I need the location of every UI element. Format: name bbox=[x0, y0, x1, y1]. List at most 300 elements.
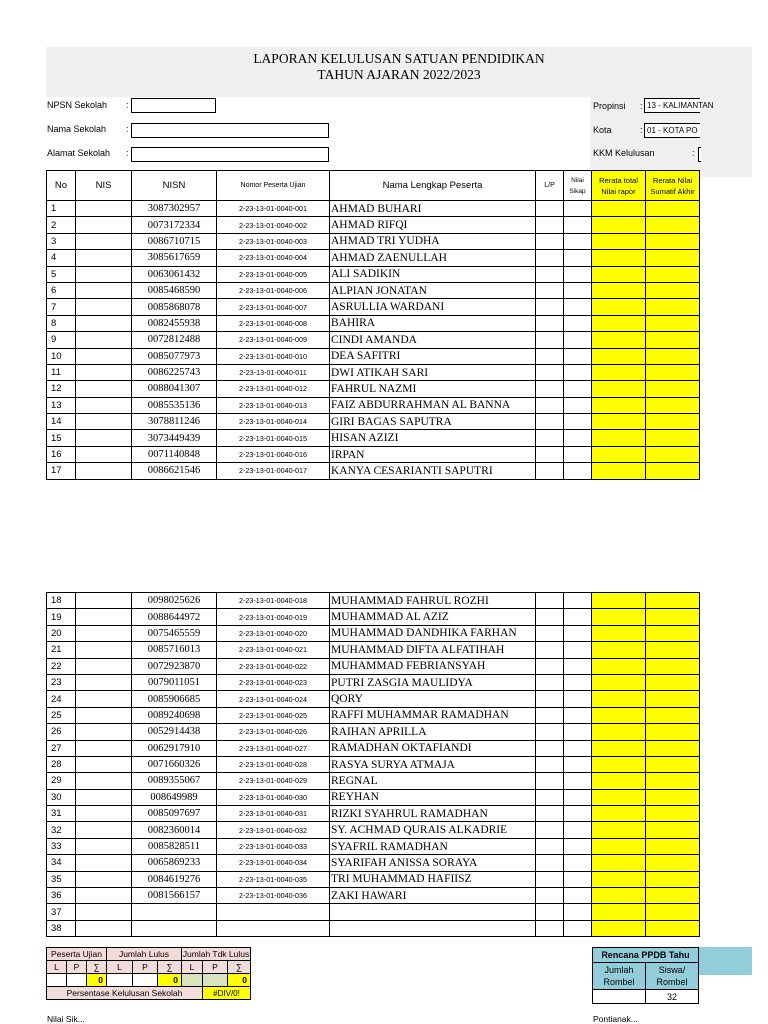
row-gender[interactable] bbox=[536, 658, 564, 674]
row-sumatif-average[interactable] bbox=[646, 642, 700, 658]
row-sikap[interactable] bbox=[564, 904, 592, 920]
row-name[interactable]: CINDI AMANDA bbox=[330, 332, 536, 348]
npsn-field[interactable] bbox=[131, 98, 216, 113]
row-name[interactable]: MUHAMMAD DANDHIKA FARHAN bbox=[330, 625, 536, 641]
row-sumatif-average[interactable] bbox=[646, 348, 700, 364]
row-name[interactable]: AHMAD BUHARI bbox=[330, 201, 536, 217]
row-name[interactable]: REGNAL bbox=[330, 773, 536, 789]
row-nisn[interactable] bbox=[132, 904, 217, 920]
row-name[interactable]: KANYA CESARIANTI SAPUTRI bbox=[330, 463, 536, 479]
row-gender[interactable] bbox=[536, 822, 564, 838]
row-nis[interactable] bbox=[76, 773, 132, 789]
row-exam-number[interactable]: 2-23-13-01-0040-020 bbox=[217, 625, 330, 641]
row-nisn[interactable]: 0088041307 bbox=[132, 381, 217, 397]
row-nisn[interactable]: 0089240698 bbox=[132, 707, 217, 723]
row-number[interactable]: 27 bbox=[47, 740, 76, 756]
row-number[interactable]: 2 bbox=[47, 217, 76, 233]
row-exam-number[interactable]: 2-23-13-01-0040-033 bbox=[217, 838, 330, 854]
row-nisn[interactable]: 0082360014 bbox=[132, 822, 217, 838]
row-nisn[interactable]: 0085097697 bbox=[132, 806, 217, 822]
row-number[interactable]: 30 bbox=[47, 789, 76, 805]
row-sumatif-average[interactable] bbox=[646, 299, 700, 315]
row-number[interactable]: 10 bbox=[47, 348, 76, 364]
row-sikap[interactable] bbox=[564, 806, 592, 822]
row-gender[interactable] bbox=[536, 217, 564, 233]
row-rapor-average[interactable] bbox=[592, 414, 646, 430]
row-number[interactable]: 7 bbox=[47, 299, 76, 315]
row-gender[interactable] bbox=[536, 609, 564, 625]
row-nis[interactable] bbox=[76, 381, 132, 397]
row-exam-number[interactable]: 2-23-13-01-0040-017 bbox=[217, 463, 330, 479]
row-nis[interactable] bbox=[76, 364, 132, 380]
row-gender[interactable] bbox=[536, 201, 564, 217]
row-nis[interactable] bbox=[76, 430, 132, 446]
row-gender[interactable] bbox=[536, 348, 564, 364]
row-number[interactable]: 17 bbox=[47, 463, 76, 479]
row-nis[interactable] bbox=[76, 740, 132, 756]
row-gender[interactable] bbox=[536, 756, 564, 772]
row-nis[interactable] bbox=[76, 201, 132, 217]
row-rapor-average[interactable] bbox=[592, 904, 646, 920]
row-sumatif-average[interactable] bbox=[646, 625, 700, 641]
row-exam-number[interactable]: 2-23-13-01-0040-011 bbox=[217, 364, 330, 380]
row-nisn[interactable]: 0086621546 bbox=[132, 463, 217, 479]
row-sumatif-average[interactable] bbox=[646, 691, 700, 707]
row-name[interactable]: PUTRI ZASGIA MAULIDYA bbox=[330, 674, 536, 690]
row-sikap[interactable] bbox=[564, 348, 592, 364]
row-sumatif-average[interactable] bbox=[646, 217, 700, 233]
row-sumatif-average[interactable] bbox=[646, 789, 700, 805]
row-sikap[interactable] bbox=[564, 920, 592, 936]
row-nisn[interactable]: 0088644972 bbox=[132, 609, 217, 625]
row-gender[interactable] bbox=[536, 740, 564, 756]
row-name[interactable]: MUHAMMAD AL AZIZ bbox=[330, 609, 536, 625]
row-sikap[interactable] bbox=[564, 217, 592, 233]
row-exam-number[interactable]: 2-23-13-01-0040-019 bbox=[217, 609, 330, 625]
row-sumatif-average[interactable] bbox=[646, 609, 700, 625]
row-nis[interactable] bbox=[76, 855, 132, 871]
row-name[interactable]: RIZKI SYAHRUL RAMADHAN bbox=[330, 806, 536, 822]
row-sikap[interactable] bbox=[564, 888, 592, 904]
row-sikap[interactable] bbox=[564, 838, 592, 854]
row-gender[interactable] bbox=[536, 463, 564, 479]
row-sikap[interactable] bbox=[564, 299, 592, 315]
row-nis[interactable] bbox=[76, 822, 132, 838]
row-name[interactable]: SY. ACHMAD QURAIS ALKADRIE bbox=[330, 822, 536, 838]
row-rapor-average[interactable] bbox=[592, 201, 646, 217]
row-rapor-average[interactable] bbox=[592, 625, 646, 641]
row-nis[interactable] bbox=[76, 233, 132, 249]
row-exam-number[interactable]: 2-23-13-01-0040-024 bbox=[217, 691, 330, 707]
row-nis[interactable] bbox=[76, 609, 132, 625]
row-name[interactable]: GIRI BAGAS SAPUTRA bbox=[330, 414, 536, 430]
row-sikap[interactable] bbox=[564, 332, 592, 348]
row-exam-number[interactable]: 2-23-13-01-0040-031 bbox=[217, 806, 330, 822]
row-rapor-average[interactable] bbox=[592, 756, 646, 772]
row-name[interactable]: AHMAD TRI YUDHA bbox=[330, 233, 536, 249]
row-gender[interactable] bbox=[536, 414, 564, 430]
row-name[interactable]: BAHIRA bbox=[330, 315, 536, 331]
row-exam-number[interactable]: 2-23-13-01-0040-029 bbox=[217, 773, 330, 789]
row-name[interactable]: RAIHAN APRILLA bbox=[330, 724, 536, 740]
row-gender[interactable] bbox=[536, 282, 564, 298]
row-nisn[interactable]: 0098025626 bbox=[132, 593, 217, 609]
row-rapor-average[interactable] bbox=[592, 691, 646, 707]
city-field[interactable]: 01 - KOTA PO bbox=[644, 123, 700, 138]
row-rapor-average[interactable] bbox=[592, 381, 646, 397]
row-exam-number[interactable]: 2-23-13-01-0040-036 bbox=[217, 888, 330, 904]
row-sikap[interactable] bbox=[564, 642, 592, 658]
row-exam-number[interactable]: 2-23-13-01-0040-002 bbox=[217, 217, 330, 233]
row-exam-number[interactable]: 2-23-13-01-0040-022 bbox=[217, 658, 330, 674]
row-gender[interactable] bbox=[536, 332, 564, 348]
row-exam-number[interactable]: 2-23-13-01-0040-023 bbox=[217, 674, 330, 690]
row-sumatif-average[interactable] bbox=[646, 593, 700, 609]
row-name[interactable]: MUHAMMAD FEBRIANSYAH bbox=[330, 658, 536, 674]
row-sumatif-average[interactable] bbox=[646, 855, 700, 871]
row-name[interactable]: HISAN AZIZI bbox=[330, 430, 536, 446]
row-nis[interactable] bbox=[76, 593, 132, 609]
row-gender[interactable] bbox=[536, 691, 564, 707]
row-nis[interactable] bbox=[76, 724, 132, 740]
row-nisn[interactable]: 0081566157 bbox=[132, 888, 217, 904]
row-number[interactable]: 9 bbox=[47, 332, 76, 348]
row-name[interactable]: FAHRUL NAZMI bbox=[330, 381, 536, 397]
row-gender[interactable] bbox=[536, 250, 564, 266]
row-exam-number[interactable]: 2-23-13-01-0040-025 bbox=[217, 707, 330, 723]
row-gender[interactable] bbox=[536, 773, 564, 789]
row-rapor-average[interactable] bbox=[592, 773, 646, 789]
row-rapor-average[interactable] bbox=[592, 299, 646, 315]
row-gender[interactable] bbox=[536, 593, 564, 609]
row-sikap[interactable] bbox=[564, 740, 592, 756]
row-sumatif-average[interactable] bbox=[646, 446, 700, 462]
row-sumatif-average[interactable] bbox=[646, 773, 700, 789]
row-rapor-average[interactable] bbox=[592, 822, 646, 838]
row-nisn[interactable] bbox=[132, 920, 217, 936]
row-number[interactable]: 26 bbox=[47, 724, 76, 740]
row-nisn[interactable]: 0082455938 bbox=[132, 315, 217, 331]
row-nis[interactable] bbox=[76, 691, 132, 707]
row-sikap[interactable] bbox=[564, 364, 592, 380]
row-nisn[interactable]: 0075465559 bbox=[132, 625, 217, 641]
row-nis[interactable] bbox=[76, 658, 132, 674]
row-sikap[interactable] bbox=[564, 250, 592, 266]
row-name[interactable]: ZAKI HAWARI bbox=[330, 888, 536, 904]
row-number[interactable]: 5 bbox=[47, 266, 76, 282]
row-nis[interactable] bbox=[76, 838, 132, 854]
row-number[interactable]: 20 bbox=[47, 625, 76, 641]
row-rapor-average[interactable] bbox=[592, 593, 646, 609]
row-rapor-average[interactable] bbox=[592, 609, 646, 625]
row-nisn[interactable]: 3078811246 bbox=[132, 414, 217, 430]
row-number[interactable]: 8 bbox=[47, 315, 76, 331]
row-gender[interactable] bbox=[536, 315, 564, 331]
row-name[interactable]: DEA SAFITRI bbox=[330, 348, 536, 364]
row-nis[interactable] bbox=[76, 904, 132, 920]
row-gender[interactable] bbox=[536, 789, 564, 805]
row-exam-number[interactable]: 2-23-13-01-0040-003 bbox=[217, 233, 330, 249]
row-exam-number[interactable]: 2-23-13-01-0040-008 bbox=[217, 315, 330, 331]
row-rapor-average[interactable] bbox=[592, 446, 646, 462]
row-rapor-average[interactable] bbox=[592, 315, 646, 331]
row-nis[interactable] bbox=[76, 871, 132, 887]
row-sikap[interactable] bbox=[564, 233, 592, 249]
row-name[interactable]: MUHAMMAD DIFTA ALFATIHAH bbox=[330, 642, 536, 658]
row-sikap[interactable] bbox=[564, 658, 592, 674]
row-name[interactable]: SYAFRIL RAMADHAN bbox=[330, 838, 536, 854]
row-nis[interactable] bbox=[76, 625, 132, 641]
row-sumatif-average[interactable] bbox=[646, 364, 700, 380]
row-number[interactable]: 38 bbox=[47, 920, 76, 936]
row-sumatif-average[interactable] bbox=[646, 250, 700, 266]
row-rapor-average[interactable] bbox=[592, 724, 646, 740]
row-rapor-average[interactable] bbox=[592, 332, 646, 348]
row-rapor-average[interactable] bbox=[592, 838, 646, 854]
row-rapor-average[interactable] bbox=[592, 266, 646, 282]
row-gender[interactable] bbox=[536, 430, 564, 446]
row-nis[interactable] bbox=[76, 674, 132, 690]
row-rapor-average[interactable] bbox=[592, 740, 646, 756]
row-rapor-average[interactable] bbox=[592, 250, 646, 266]
row-sumatif-average[interactable] bbox=[646, 904, 700, 920]
row-nisn[interactable]: 0052914438 bbox=[132, 724, 217, 740]
row-sikap[interactable] bbox=[564, 855, 592, 871]
row-nis[interactable] bbox=[76, 299, 132, 315]
row-name[interactable]: DWI ATIKAH SARI bbox=[330, 364, 536, 380]
row-sikap[interactable] bbox=[564, 414, 592, 430]
row-rapor-average[interactable] bbox=[592, 707, 646, 723]
row-gender[interactable] bbox=[536, 625, 564, 641]
row-sikap[interactable] bbox=[564, 282, 592, 298]
row-number[interactable]: 18 bbox=[47, 593, 76, 609]
row-number[interactable]: 22 bbox=[47, 658, 76, 674]
row-gender[interactable] bbox=[536, 871, 564, 887]
row-rapor-average[interactable] bbox=[592, 348, 646, 364]
row-nis[interactable] bbox=[76, 888, 132, 904]
kkm-field[interactable] bbox=[698, 147, 701, 162]
row-sikap[interactable] bbox=[564, 822, 592, 838]
row-nis[interactable] bbox=[76, 414, 132, 430]
row-sikap[interactable] bbox=[564, 315, 592, 331]
row-number[interactable]: 36 bbox=[47, 888, 76, 904]
row-exam-number[interactable]: 2-23-13-01-0040-007 bbox=[217, 299, 330, 315]
row-number[interactable]: 24 bbox=[47, 691, 76, 707]
row-gender[interactable] bbox=[536, 266, 564, 282]
row-sikap[interactable] bbox=[564, 397, 592, 413]
row-rapor-average[interactable] bbox=[592, 282, 646, 298]
row-exam-number[interactable]: 2-23-13-01-0040-034 bbox=[217, 855, 330, 871]
row-nis[interactable] bbox=[76, 348, 132, 364]
row-sikap[interactable] bbox=[564, 691, 592, 707]
row-nisn[interactable]: 0084619276 bbox=[132, 871, 217, 887]
row-exam-number[interactable]: 2-23-13-01-0040-015 bbox=[217, 430, 330, 446]
row-sikap[interactable] bbox=[564, 789, 592, 805]
row-sumatif-average[interactable] bbox=[646, 920, 700, 936]
row-gender[interactable] bbox=[536, 888, 564, 904]
row-sikap[interactable] bbox=[564, 593, 592, 609]
row-sikap[interactable] bbox=[564, 609, 592, 625]
row-exam-number[interactable]: 2-23-13-01-0040-004 bbox=[217, 250, 330, 266]
row-gender[interactable] bbox=[536, 855, 564, 871]
row-sumatif-average[interactable] bbox=[646, 381, 700, 397]
row-rapor-average[interactable] bbox=[592, 674, 646, 690]
row-number[interactable]: 6 bbox=[47, 282, 76, 298]
row-gender[interactable] bbox=[536, 233, 564, 249]
row-exam-number[interactable]: 2-23-13-01-0040-012 bbox=[217, 381, 330, 397]
row-gender[interactable] bbox=[536, 920, 564, 936]
row-gender[interactable] bbox=[536, 381, 564, 397]
row-rapor-average[interactable] bbox=[592, 855, 646, 871]
row-name[interactable]: RASYA SURYA ATMAJA bbox=[330, 756, 536, 772]
row-gender[interactable] bbox=[536, 299, 564, 315]
row-number[interactable]: 16 bbox=[47, 446, 76, 462]
row-sikap[interactable] bbox=[564, 463, 592, 479]
province-field[interactable]: 13 - KALIMANTAN bbox=[644, 98, 700, 113]
row-number[interactable]: 19 bbox=[47, 609, 76, 625]
row-sikap[interactable] bbox=[564, 625, 592, 641]
row-number[interactable]: 21 bbox=[47, 642, 76, 658]
ppdb-siswa-rombel-value[interactable]: 32 bbox=[646, 990, 699, 1004]
row-name[interactable]: IRPAN bbox=[330, 446, 536, 462]
row-number[interactable]: 29 bbox=[47, 773, 76, 789]
row-exam-number[interactable]: 2-23-13-01-0040-001 bbox=[217, 201, 330, 217]
row-nisn[interactable]: 0085468590 bbox=[132, 282, 217, 298]
row-nisn[interactable]: 0063061432 bbox=[132, 266, 217, 282]
row-nis[interactable] bbox=[76, 463, 132, 479]
row-name[interactable]: RAMADHAN OKTAFIANDI bbox=[330, 740, 536, 756]
row-number[interactable]: 3 bbox=[47, 233, 76, 249]
row-rapor-average[interactable] bbox=[592, 789, 646, 805]
row-number[interactable]: 32 bbox=[47, 822, 76, 838]
row-name[interactable]: REYHAN bbox=[330, 789, 536, 805]
row-sumatif-average[interactable] bbox=[646, 838, 700, 854]
row-nis[interactable] bbox=[76, 756, 132, 772]
row-sikap[interactable] bbox=[564, 674, 592, 690]
row-exam-number[interactable] bbox=[217, 920, 330, 936]
row-sikap[interactable] bbox=[564, 756, 592, 772]
row-rapor-average[interactable] bbox=[592, 217, 646, 233]
row-rapor-average[interactable] bbox=[592, 397, 646, 413]
row-rapor-average[interactable] bbox=[592, 364, 646, 380]
row-nisn[interactable]: 0085828511 bbox=[132, 838, 217, 854]
row-sumatif-average[interactable] bbox=[646, 266, 700, 282]
row-sumatif-average[interactable] bbox=[646, 201, 700, 217]
row-sumatif-average[interactable] bbox=[646, 332, 700, 348]
row-number[interactable]: 4 bbox=[47, 250, 76, 266]
row-number[interactable]: 14 bbox=[47, 414, 76, 430]
row-number[interactable]: 23 bbox=[47, 674, 76, 690]
row-sumatif-average[interactable] bbox=[646, 756, 700, 772]
row-name[interactable]: SYARIFAH ANISSA SORAYA bbox=[330, 855, 536, 871]
row-gender[interactable] bbox=[536, 397, 564, 413]
row-exam-number[interactable] bbox=[217, 904, 330, 920]
row-nisn[interactable]: 3073449439 bbox=[132, 430, 217, 446]
row-gender[interactable] bbox=[536, 904, 564, 920]
row-name[interactable]: AHMAD ZAENULLAH bbox=[330, 250, 536, 266]
row-exam-number[interactable]: 2-23-13-01-0040-032 bbox=[217, 822, 330, 838]
row-number[interactable]: 34 bbox=[47, 855, 76, 871]
row-exam-number[interactable]: 2-23-13-01-0040-030 bbox=[217, 789, 330, 805]
row-number[interactable]: 12 bbox=[47, 381, 76, 397]
row-name[interactable]: QORY bbox=[330, 691, 536, 707]
row-sumatif-average[interactable] bbox=[646, 674, 700, 690]
row-nis[interactable] bbox=[76, 446, 132, 462]
school-address-field[interactable] bbox=[131, 147, 329, 162]
row-sumatif-average[interactable] bbox=[646, 315, 700, 331]
row-nis[interactable] bbox=[76, 806, 132, 822]
row-exam-number[interactable]: 2-23-13-01-0040-027 bbox=[217, 740, 330, 756]
row-name[interactable] bbox=[330, 920, 536, 936]
row-exam-number[interactable]: 2-23-13-01-0040-018 bbox=[217, 593, 330, 609]
row-nisn[interactable]: 0079011051 bbox=[132, 674, 217, 690]
row-nis[interactable] bbox=[76, 789, 132, 805]
row-sumatif-average[interactable] bbox=[646, 888, 700, 904]
row-sumatif-average[interactable] bbox=[646, 724, 700, 740]
row-exam-number[interactable]: 2-23-13-01-0040-006 bbox=[217, 282, 330, 298]
row-exam-number[interactable]: 2-23-13-01-0040-005 bbox=[217, 266, 330, 282]
row-nis[interactable] bbox=[76, 217, 132, 233]
row-name[interactable]: AHMAD RIFQI bbox=[330, 217, 536, 233]
row-sikap[interactable] bbox=[564, 381, 592, 397]
row-nisn[interactable]: 0086225743 bbox=[132, 364, 217, 380]
row-name[interactable] bbox=[330, 904, 536, 920]
row-rapor-average[interactable] bbox=[592, 920, 646, 936]
row-sumatif-average[interactable] bbox=[646, 397, 700, 413]
row-nisn[interactable]: 0071660326 bbox=[132, 756, 217, 772]
ppdb-jumlah-rombel-value[interactable] bbox=[593, 990, 646, 1004]
row-nisn[interactable]: 0073172334 bbox=[132, 217, 217, 233]
row-nisn[interactable]: 0065869233 bbox=[132, 855, 217, 871]
row-number[interactable]: 11 bbox=[47, 364, 76, 380]
row-nisn[interactable]: 0086710715 bbox=[132, 233, 217, 249]
row-exam-number[interactable]: 2-23-13-01-0040-028 bbox=[217, 756, 330, 772]
row-nisn[interactable]: 0085906685 bbox=[132, 691, 217, 707]
row-sumatif-average[interactable] bbox=[646, 871, 700, 887]
row-number[interactable]: 31 bbox=[47, 806, 76, 822]
row-nis[interactable] bbox=[76, 332, 132, 348]
row-exam-number[interactable]: 2-23-13-01-0040-014 bbox=[217, 414, 330, 430]
row-nisn[interactable]: 0072812488 bbox=[132, 332, 217, 348]
row-name[interactable]: FAIZ ABDURRAHMAN AL BANNA bbox=[330, 397, 536, 413]
row-number[interactable]: 1 bbox=[47, 201, 76, 217]
row-number[interactable]: 37 bbox=[47, 904, 76, 920]
row-sumatif-average[interactable] bbox=[646, 282, 700, 298]
row-name[interactable]: MUHAMMAD FAHRUL ROZHI bbox=[330, 593, 536, 609]
row-sumatif-average[interactable] bbox=[646, 806, 700, 822]
row-nisn[interactable]: 0085716013 bbox=[132, 642, 217, 658]
school-name-field[interactable] bbox=[131, 123, 329, 138]
row-sumatif-average[interactable] bbox=[646, 463, 700, 479]
row-nisn[interactable]: 0071140848 bbox=[132, 446, 217, 462]
row-sikap[interactable] bbox=[564, 871, 592, 887]
row-rapor-average[interactable] bbox=[592, 463, 646, 479]
row-sikap[interactable] bbox=[564, 446, 592, 462]
row-exam-number[interactable]: 2-23-13-01-0040-010 bbox=[217, 348, 330, 364]
row-nisn[interactable]: 0089355067 bbox=[132, 773, 217, 789]
row-nis[interactable] bbox=[76, 920, 132, 936]
row-exam-number[interactable]: 2-23-13-01-0040-009 bbox=[217, 332, 330, 348]
row-nisn[interactable]: 0072923870 bbox=[132, 658, 217, 674]
row-name[interactable]: TRI MUHAMMAD HAFIISZ bbox=[330, 871, 536, 887]
row-sikap[interactable] bbox=[564, 266, 592, 282]
row-exam-number[interactable]: 2-23-13-01-0040-016 bbox=[217, 446, 330, 462]
row-rapor-average[interactable] bbox=[592, 871, 646, 887]
row-name[interactable]: RAFFI MUHAMMAR RAMADHAN bbox=[330, 707, 536, 723]
row-nis[interactable] bbox=[76, 315, 132, 331]
row-gender[interactable] bbox=[536, 642, 564, 658]
row-number[interactable]: 15 bbox=[47, 430, 76, 446]
